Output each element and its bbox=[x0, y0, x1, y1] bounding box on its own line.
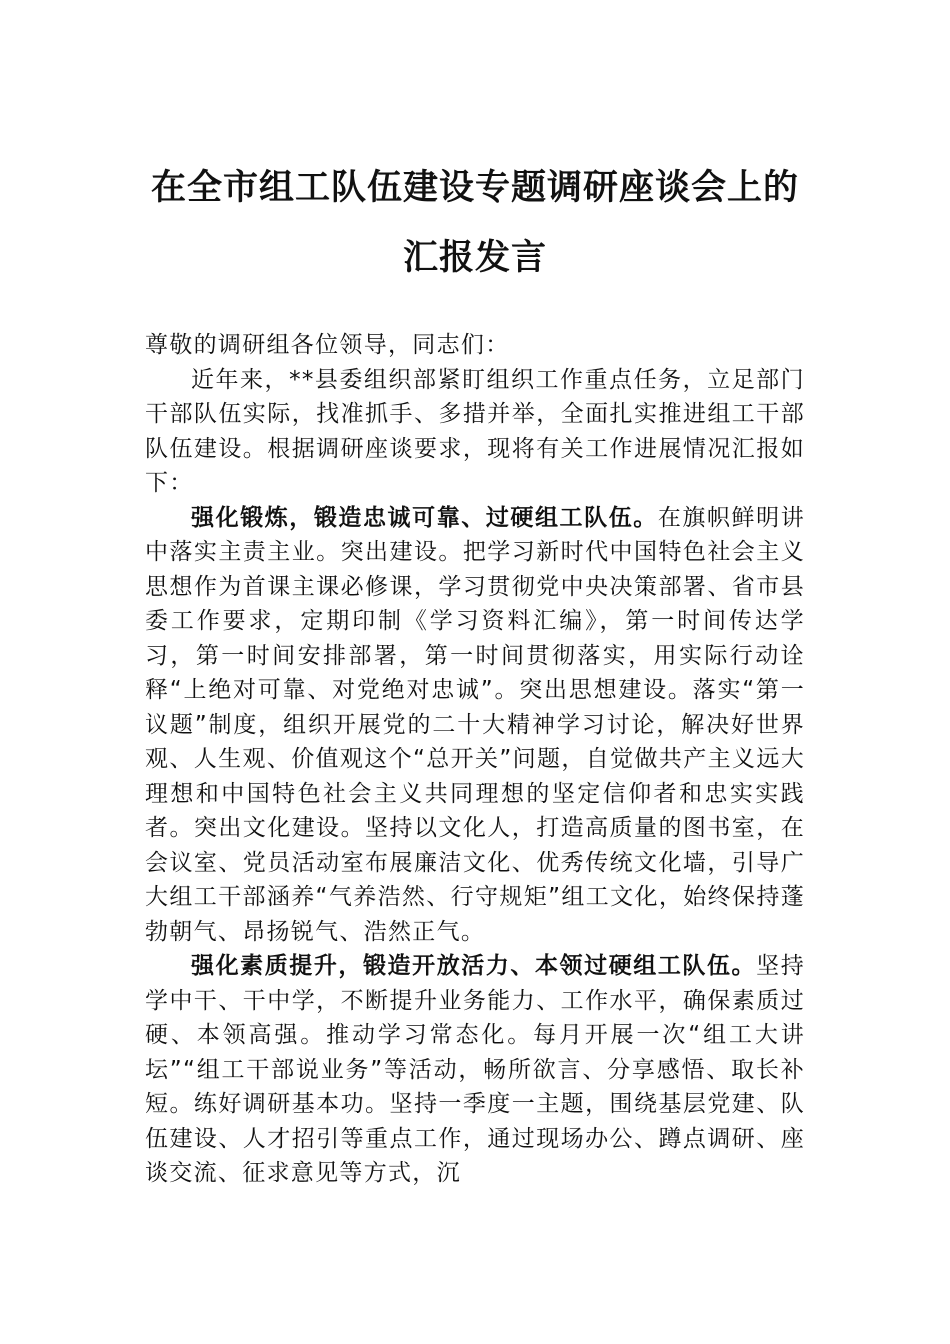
section-2-text: 坚持学中干、干中学，不断提升业务能力、工作水平，确保素质过硬、本领高强。推动学习常态化。每月开展一次“组工大讲坛”“组工干部说业务”等活动，畅所欲言、分享感悟、取长补短。练好调研基本功。坚持一季度一主题，围绕基层党建、队伍建设、人才招引等重点工作，通过现场办公、蹲点调研、座谈交流、征求意见等方式，沉 bbox=[145, 953, 805, 1186]
intro-paragraph: 近年来，**县委组织部紧盯组织工作重点任务，立足部门干部队伍实际，找准抓手、多措并举，全面扎实推进组工干部队伍建设。根据调研座谈要求，现将有关工作进展情况汇报如下： bbox=[145, 366, 805, 496]
section-1-text: 在旗帜鲜明讲中落实主责主业。突出建设。把学习新时代中国特色社会主义思想作为首课主课必修课，学习贯彻党中央决策部署、省市县委工作要求，定期印制《学习资料汇编》，第一时间传达学习，第一时间安排部署，第一时间贯彻落实，用实际行动诠释“上绝对可靠、对党绝对忠诚”。突出思想建设。落实“第一议题”制度，组织开展党的二十大精神学习讨论，解决好世界观、人生观、价值观这个“总开关”问题，自觉做共产主义远大理想和中国特色社会主义共同理想的坚定信仰者和忠实实践者。突出文化建设。坚持以文化人，打造高质量的图书室，在会议室、党员活动室布展廉洁文化、优秀传统文化墙，引导广大组工干部涵养“气养浩然、行守规矩”组工文化，始终保持蓬勃朝气、昂扬锐气、浩然正气。 bbox=[145, 504, 805, 945]
document-title-line-1: 在全市组工队伍建设专题调研座谈会上的 bbox=[150, 167, 799, 208]
document-body bbox=[145, 328, 805, 1191]
section-2-heading: 强化素质提升，锻造开放活力、本领过硬组工队伍。 bbox=[191, 953, 757, 979]
document-title-line-2: 汇报发言 bbox=[402, 237, 547, 278]
section-1-paragraph bbox=[145, 501, 805, 950]
section-2-paragraph bbox=[145, 949, 805, 1191]
salutation: 尊敬的调研组各位领导，同志们： bbox=[145, 332, 510, 358]
section-1-heading: 强化锻炼，锻造忠诚可靠、过硬组工队伍。 bbox=[191, 504, 658, 531]
